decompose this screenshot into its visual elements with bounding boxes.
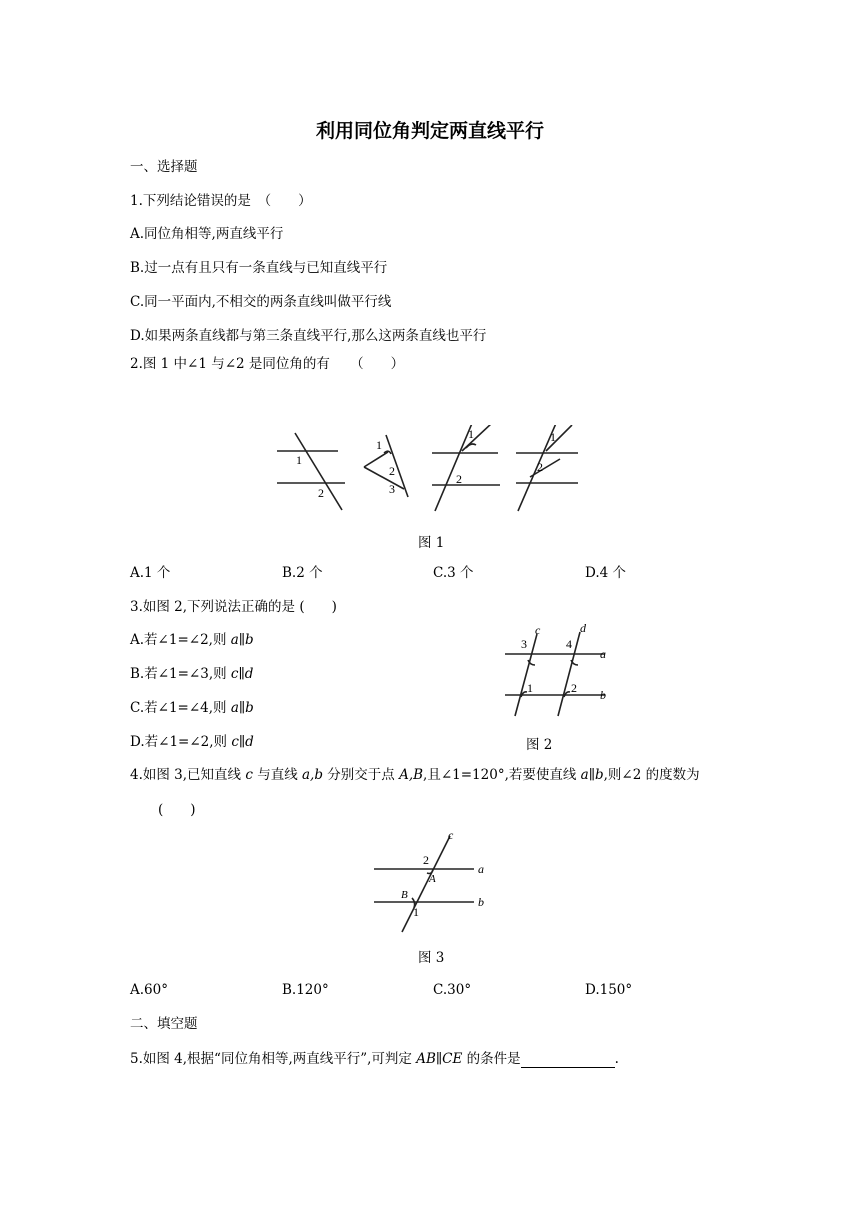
figure-3-label-B: B	[401, 889, 408, 901]
q2-option-b: B.2 个	[282, 565, 323, 581]
question-5-stem: 5.如图 4,根据“同位角相等,两直线平行”,可判定 AB∥CE 的条件是 .	[130, 1051, 619, 1067]
q1-option-a: A.同位角相等,两直线平行	[130, 226, 284, 242]
figure-2-label-2: 2	[571, 681, 577, 695]
svg-text:3: 3	[389, 482, 395, 496]
svg-text:2: 2	[318, 486, 324, 500]
q3-option-b: B.若∠1=∠3,则 c∥d	[130, 666, 254, 682]
figure-3-label-a: a	[478, 862, 484, 876]
q3-option-a: A.若∠1=∠2,则 a∥b	[130, 632, 254, 648]
figure-2-label-4: 4	[566, 637, 572, 651]
figure-2-label-c: c	[535, 623, 541, 637]
figure-1-panel-4	[516, 425, 578, 511]
svg-text:1: 1	[376, 438, 382, 452]
figure-1-panel-1	[277, 433, 345, 510]
q1-option-d: D.如果两条直线都与第三条直线平行,那么这两条直线也平行	[130, 328, 487, 344]
section-heading-fill: 二、填空题	[130, 1016, 198, 1032]
svg-text:1: 1	[296, 453, 302, 467]
q3-option-d: D.若∠1=∠2,则 c∥d	[130, 734, 254, 750]
question-2-stem: 2.图 1 中∠1 与∠2 是同位角的有 （ ）	[130, 356, 405, 372]
q2-option-d: D.4 个	[585, 565, 627, 581]
page-title: 利用同位角判定两直线平行	[315, 120, 544, 142]
figure-2-label-b: b	[600, 688, 606, 702]
figure-3	[368, 828, 498, 938]
svg-text:2: 2	[537, 460, 543, 474]
figure-3-label-1: 1	[413, 905, 419, 919]
q4-option-c: C.30°	[433, 982, 472, 998]
figure-2-label-a: a	[600, 647, 606, 661]
figure-3-label-A: A	[429, 873, 436, 885]
svg-text:1: 1	[468, 427, 474, 441]
figure-2-label-d: d	[580, 621, 586, 635]
q4-option-b: B.120°	[282, 982, 329, 998]
figure-3-caption: 图 3	[418, 950, 445, 966]
svg-text:1: 1	[550, 430, 556, 444]
section-heading-choice: 一、选择题	[130, 159, 198, 175]
q2-option-c: C.3 个	[433, 565, 474, 581]
q1-option-b: B.过一点有且只有一条直线与已知直线平行	[130, 260, 388, 276]
question-4-stem: 4.如图 3,已知直线 c 与直线 a,b 分别交于点 A,B,且∠1=120°,若要使直线 a∥b,则∠2 的度数为	[130, 767, 700, 783]
q2-option-a: A.1 个	[130, 565, 171, 581]
figure-2-caption: 图 2	[526, 737, 553, 753]
figure-3-label-2: 2	[423, 853, 429, 867]
figure-1	[0, 425, 860, 525]
figure-3-label-b: b	[478, 895, 484, 909]
svg-text:2: 2	[389, 464, 395, 478]
q4-option-d: D.150°	[585, 982, 633, 998]
q4-option-a: A.60°	[130, 982, 168, 998]
figure-3-label-c: c	[448, 828, 454, 842]
figure-2	[495, 620, 635, 730]
question-3-stem: 3.如图 2,下列说法正确的是 ( )	[130, 599, 337, 615]
figure-1-caption: 图 1	[418, 535, 445, 551]
q3-option-c: C.若∠1=∠4,则 a∥b	[130, 700, 254, 716]
figure-2-label-1: 1	[527, 681, 533, 695]
figure-1-panel-3	[432, 425, 500, 511]
svg-text:2: 2	[456, 472, 462, 486]
question-1-stem: 1.下列结论错误的是 （ ）	[130, 193, 312, 209]
answer-blank[interactable]	[521, 1053, 615, 1068]
figure-1-panel-2	[364, 435, 408, 497]
question-4-answer-paren: ( )	[158, 802, 196, 818]
figure-2-label-3: 3	[521, 637, 527, 651]
q1-option-c: C.同一平面内,不相交的两条直线叫做平行线	[130, 294, 392, 310]
